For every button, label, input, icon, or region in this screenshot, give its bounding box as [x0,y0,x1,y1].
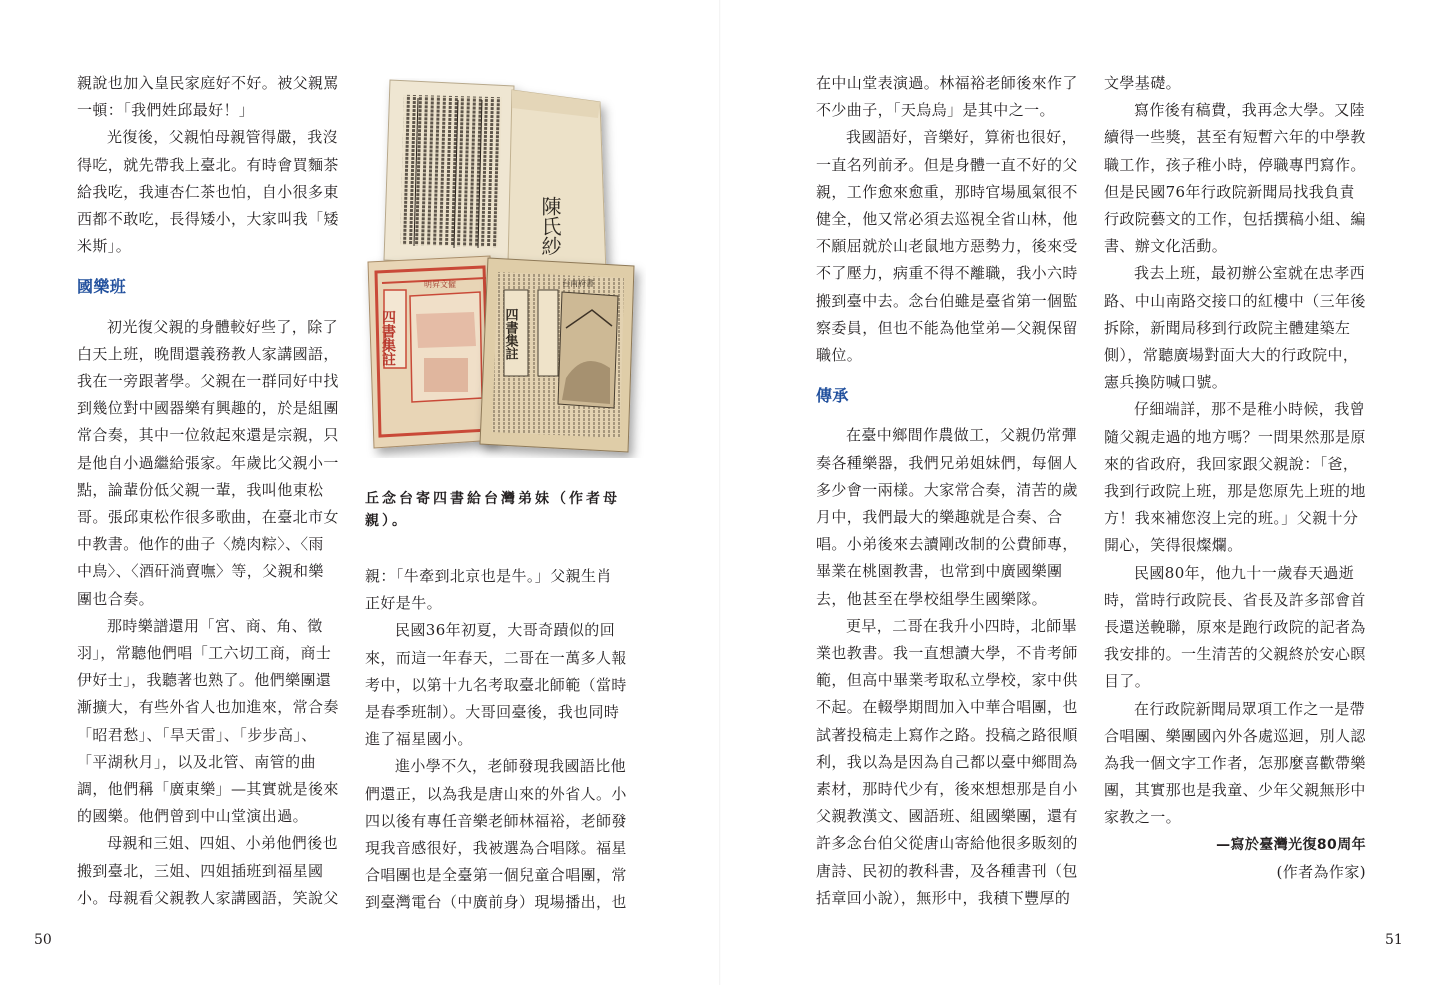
body-paragraph: 我國語好，音樂好，算術也很好，一直名列前矛。但是身體一直不好的父親，工作愈來愈重，那時官場風氣很不健全，他又常必須去巡視全省山林，他不願屈就於山老鼠地方惡勢力，後來受不了壓力，病重不得不離職，我小六時搬到臺中去。念台伯雖是臺省第一個監察委員，但也不能為他堂弟—父親保留職位。 [816,128,1078,365]
body-paragraph: 寫作後有稿費，我再念大學。又陸續得一些獎，甚至有短暫六年的中學教職工作，孩子稚小時，停職專門寫作。但是民國76年行政院新聞局找我負責行政院藝文的工作，包括撰稿小組、編書、辦文化活動。 [1104,101,1366,256]
body-paragraph: 我去上班，最初辦公室就在忠孝西路、中山南路交接口的紅樓中（三年後拆除，新聞局移到行政院主體建築左側），常聽廣場對面大大的行政院中，憲兵換防喊口號。 [1104,264,1366,392]
left-book-title: 四書集註 [380,310,396,366]
left-book-header: 明昇文僱 [424,280,456,289]
column-2 [365,563,627,917]
body-paragraph: 更早，二哥在我升小四時，北師畢業也教書。我一直想讀大學，不肯考師範，但高中畢業考取私立學校，家中供不起。在輟學期間加入中華合唱團，也試著投稿走上寫作之路。投稿之路很順利，我以為是因為自己都以臺中鄉間為素材，那時代少有，後來想想那是自小父親教漢文、國語班、組國樂團，還有許多念台伯父從唐山寄給他很多販刻的唐詩、民初的教科書，及各種書刊（包括章回小說），無形中，我積下豐厚的 [816,616,1078,907]
body-paragraph: 母親和三姐、四姐、小弟他們後也搬到臺北，三姐、四姐插班到福星國小。母親看父親教人家講國語，笑說父 [77,834,339,907]
page-gutter [719,0,721,985]
column-1 [77,70,339,912]
body-paragraph: 親：「牛牽到北京也是牛。」父親生肖正好是牛。 [365,567,612,613]
section-heading: 傳承 [816,386,849,406]
body-paragraph: 進小學不久，老師發現我國語比他們還正，以為我是唐山來的外省人。小四以後有專任音樂老師林福裕，老師發現我音感很好，我被選為合唱隊。福星合唱團也是全臺第一個兒童合唱團，常到臺灣電台（中廣前身）現場播出，也 [365,757,627,912]
page-number-right: 51 [1385,932,1403,948]
body-paragraph: 那時樂譜還用「宮、商、角、徵羽」，常聽他們唱「工六切工商，商士伊好士」，我聽著也熟了。他們樂團還漸擴大，有些外省人也加進來，常合奏「昭君愁」、「旱天雷」、「步步高」、「平湖秋月」，以及北管、南管的曲調，他們稱「廣東樂」—其實就是後來的國樂。他們曾到中山堂演出過。 [77,616,339,826]
column-4 [1104,70,1366,886]
body-paragraph: 民國36年初夏，大哥奇蹟似的回來，而這一年春天，二哥在一萬多人報考中，以第十九名考取臺北師範（當時是春季班制）。大哥回臺後，我也同時進了福星國小。 [365,621,627,749]
books-photo [362,78,646,462]
body-paragraph: 仔細端詳，那不是稚小時候，我曾隨父親走過的地方嗎？一問果然那是原來的省政府，我回家跟父親說：「爸，我到行政院上班，那是您原先上班的地方！我來補您沒上完的班。」父親十分開心，笑得很燦爛。 [1104,400,1366,555]
top-open-book [384,80,606,274]
right-book-title: 四書集註 [502,308,518,360]
article-signature: —寫於臺灣光復80周年 [1216,836,1366,853]
body-paragraph: 光復後，父親怕母親管得嚴，我沒得吃，就先帶我上臺北。有時會買麵茶給我吃，我連杏仁茶也怕，自小很多東西都不敢吃，長得矮小，大家叫我「矮米斯」。 [77,128,339,256]
right-book-header: 台南府書 [562,279,594,288]
body-paragraph: 文學基礎。 [1104,74,1182,92]
page-number-left: 50 [34,932,52,948]
books-illustration [362,78,646,458]
column-3 [816,70,1078,912]
section-heading: 國樂班 [77,277,127,297]
body-paragraph: 在臺中鄉間作農做工，父親仍常彈奏各種樂器，我們兄弟姐妹們，每個人多少會一兩樣。大家常合奏，清苦的歲月中，我們最大的樂趣就是合奏、合唱。小弟後來去讀剛改制的公費師專，畢業在桃園教書，也常到中廣國樂團去，他甚至在學校組學生國樂隊。 [816,426,1078,608]
author-byline: (作者為作家) [1276,862,1366,881]
body-paragraph: 親說也加入皇民家庭好不好。被父親罵一頓：「我們姓邱最好！」 [77,74,339,120]
body-paragraph: 在中山堂表演過。林福裕老師後來作了不少曲子，「天烏烏」是其中之一。 [816,74,1078,120]
body-paragraph: 民國80年，他九十一歲春天過逝時，當時行政院長、省長及許多部會首長還送輓聯，原來是跑行政院的記者為我安排的。一生清苦的父親終於安心瞑目了。 [1104,563,1366,691]
photo-caption: 丘念台寄四書給台灣弟妹（作者母親）。 [365,491,620,529]
body-paragraph: 在行政院新聞局眾項工作之一是帶合唱團、樂團國內外各處巡迴，別人認為我一個文字工作者，怎那麼喜歡帶樂團，其實那也是我童、少年父親無形中家教之一。 [1104,699,1366,827]
body-paragraph: 初光復父親的身體較好些了，除了白天上班，晚間還義務教人家講國語，我在一旁跟著學。父親在一群同好中找到幾位對中國器樂有興趣的，於是組團常合奏，其中一位敘起來還是宗親，只是他自小過繼給張家。年歲比父親小一點，論輩份低父親一輩，我叫他東松哥。張邱東松作很多歌曲，在臺北市女中教書。他作的曲子〈燒肉粽〉、〈雨中鳥〉、〈酒矸淌賣嘸〉等，父親和樂團也合奏。 [77,317,339,608]
seal-text: 陳氏紗 [538,196,562,256]
